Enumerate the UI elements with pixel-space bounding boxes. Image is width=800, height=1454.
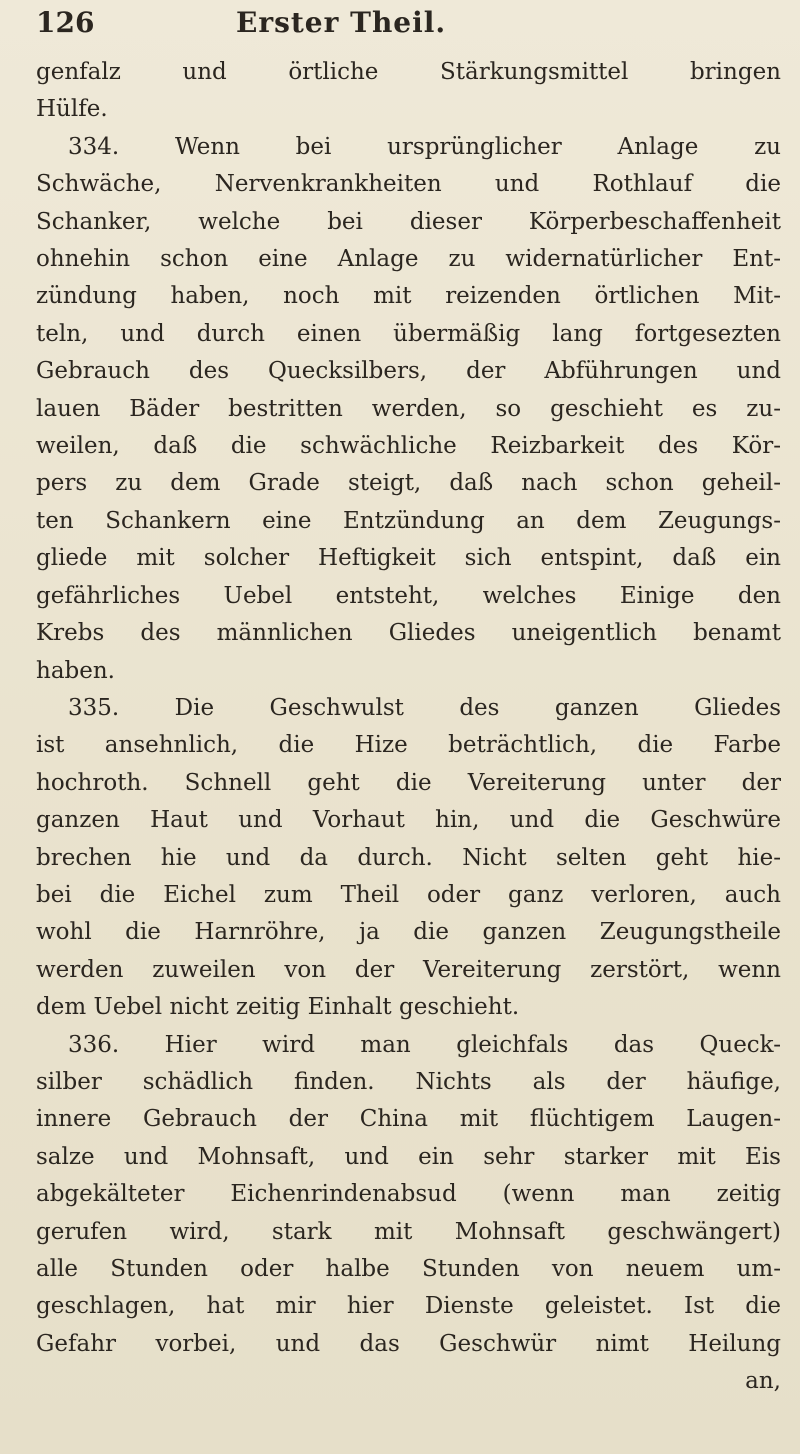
text-line: alle Stunden oder halbe Stunden von neuem um-: [36, 1256, 781, 1282]
text-line: weilen, daß die schwächliche Reizbarkeit des Kör-: [36, 433, 781, 460]
text-line: ist ansehnlich, die Hize beträchtlich, die Farbe: [36, 732, 781, 759]
text-line: abgekälteter Eichenrindenabsud (wenn man zeitig: [36, 1181, 781, 1208]
running-head: Erster Theil.: [236, 6, 447, 39]
text-line: ganzen Haut und Vorhaut hin, und die Geschwüre: [36, 807, 781, 834]
text-line: ohnehin schon eine Anlage zu widernatürlicher Ent-: [36, 246, 781, 273]
text-line: salze und Mohnsaft, und ein sehr starker mit Eis: [36, 1143, 781, 1170]
text-line: haben.: [36, 657, 115, 684]
text-line: 334. Wenn bei ursprünglicher Anlage zu: [68, 133, 781, 160]
text-line: hochroth. Schnell geht die Vereiterung unter der: [36, 769, 781, 796]
text-line: gliede mit solcher Heftigkeit sich entspint, daß ein: [36, 545, 781, 572]
text-line: werden zuweilen von der Vereiterung zerstört, wenn: [36, 956, 781, 983]
body-text: [36, 54, 782, 1401]
text-line: innere Gebrauch der China mit flüchtigem Laugen-: [36, 1106, 781, 1133]
text-line: Schwäche, Nervenkrankheiten und Rothlauf die: [36, 171, 781, 198]
text-line: geschlagen, hat mir hier Dienste geleistet. Ist die: [36, 1293, 781, 1320]
text-line: wohl die Harnröhre, ja die ganzen Zeugungstheile: [36, 919, 781, 946]
text-line: dem Uebel nicht zeitig Einhalt geschieht.: [36, 994, 520, 1021]
text-line: ten Schankern eine Entzündung an dem Zeugungs-: [36, 507, 781, 534]
text-line: Hülfe.: [36, 96, 108, 123]
page-header: [36, 6, 782, 46]
page-number: 126: [36, 6, 95, 39]
text-line: Schanker, welche bei dieser Körperbeschaffenheit: [36, 208, 781, 235]
text-line: silber schädlich finden. Nichts als der häufige,: [36, 1068, 781, 1095]
text-line: brechen hie und da durch. Nicht selten geht hie-: [36, 844, 781, 871]
text-line: an,: [745, 1368, 781, 1395]
text-line: teln, und durch einen übermäßig lang fortgesezten: [36, 320, 781, 347]
text-line: gerufen wird, stark mit Mohnsaft geschwängert): [36, 1218, 781, 1245]
text-line: 335. Die Geschwulst des ganzen Gliedes: [68, 694, 781, 721]
text-line: bei die Eichel zum Theil oder ganz verloren, auch: [36, 881, 781, 908]
text-line: pers zu dem Grade steigt, daß nach schon geheil-: [36, 470, 781, 497]
text-line: 336. Hier wird man gleichfals das Queck-: [68, 1031, 781, 1058]
text-line: gefährliches Uebel entsteht, welches Einige den: [36, 582, 781, 609]
text-line: Gefahr vorbei, und das Geschwür nimt Heilung: [36, 1330, 781, 1357]
text-line: lauen Bäder bestritten werden, so geschieht es zu-: [36, 395, 781, 422]
text-line: zündung haben, noch mit reizenden örtlichen Mit-: [36, 283, 781, 310]
text-line: genfalz und örtliche Stärkungsmittel bringen: [36, 59, 781, 85]
text-line: Krebs des männlichen Gliedes uneigentlich benamt: [36, 620, 781, 647]
text-line: Gebrauch des Quecksilbers, der Abführungen und: [36, 358, 781, 385]
